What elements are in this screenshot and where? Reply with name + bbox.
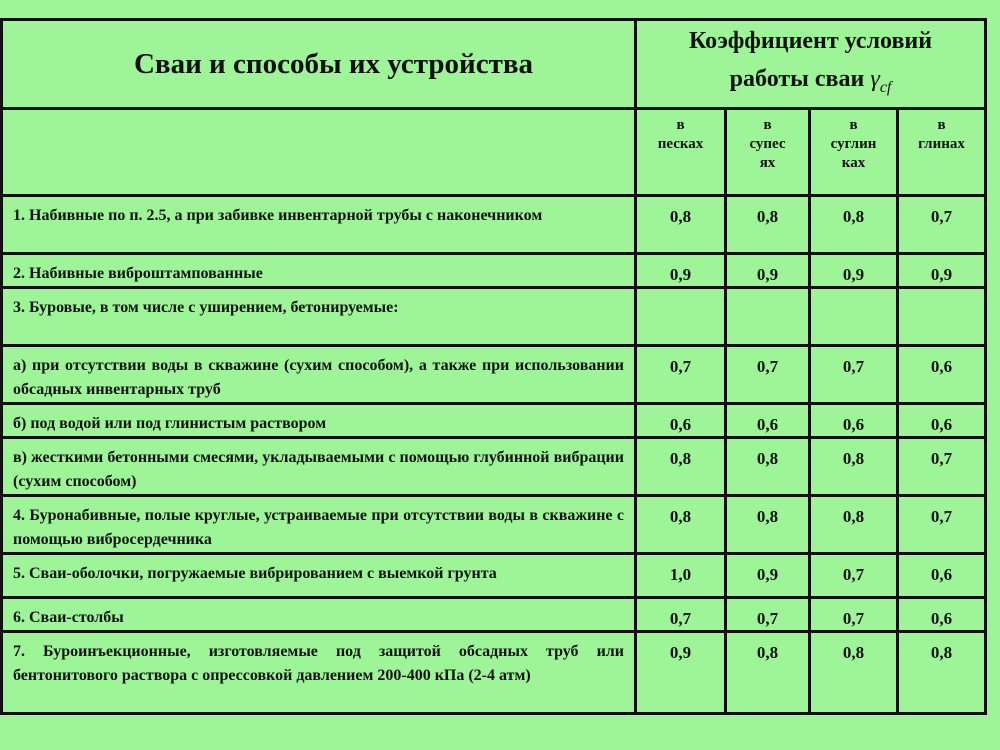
coefficient-value-cell [898, 288, 986, 346]
coefficient-value-cell: 0,9 [636, 254, 726, 288]
coefficient-value-cell: 0,7 [898, 496, 986, 554]
soil-column-header-text: в [763, 117, 772, 133]
pile-type-cell: а) при отсутствии воды в скважине (сухим способом), а также при использовании обсадных инвентарных труб [2, 346, 636, 404]
coefficient-value-cell: 0,6 [898, 554, 986, 598]
coefficient-value-cell: 0,9 [636, 632, 726, 714]
table-row [2, 554, 986, 598]
table-row [2, 196, 986, 254]
pile-type-cell: 3. Буровые, в том числе с уширением, бетонируемые: [2, 288, 636, 346]
pile-type-cell: б) под водой или под глинистым раствором [2, 404, 636, 438]
coefficient-value-cell: 0,8 [726, 496, 810, 554]
soil-column-header-text: ках [841, 155, 866, 171]
coefficient-value-cell: 0,6 [898, 598, 986, 632]
coefficient-value-cell: 0,8 [810, 438, 898, 496]
coefficient-header-line2: работы сваи [729, 65, 865, 92]
table-title: Сваи и способы их устройства [2, 20, 636, 109]
coefficient-value-cell: 0,9 [726, 254, 810, 288]
gamma-symbol: $\gamma_{cf}$ [870, 65, 892, 96]
pile-type-cell: 2. Набивные виброштампованные [2, 254, 636, 288]
coefficient-value-cell: 0,7 [898, 438, 986, 496]
pile-type-cell: в) жесткими бетонными смесями, укладываемыми с помощью глубинной вибрации (сухим способом) [2, 438, 636, 496]
coefficient-value-cell [726, 288, 810, 346]
soil-type-header-row [2, 109, 986, 196]
coefficient-value-cell: 0,6 [810, 404, 898, 438]
coefficient-value-cell: 0,8 [898, 632, 986, 714]
coefficient-value-cell: 0,7 [898, 196, 986, 254]
coefficient-value-cell: 0,7 [810, 346, 898, 404]
pile-type-cell: 4. Буронабивные, полые круглые, устраиваемые при отсутствии воды в скважине с помощью вибросердечника [2, 496, 636, 554]
table-row [2, 632, 986, 714]
soil-column-header-text: в [676, 117, 685, 133]
soil-column-header-text: суглин [830, 136, 877, 152]
soil-column-header-text: ях [759, 155, 776, 171]
coefficient-value-cell: 0,6 [636, 404, 726, 438]
soil-column-header [898, 109, 986, 196]
table-row [2, 346, 986, 404]
coefficient-header [636, 20, 986, 109]
coefficient-value-cell: 0,7 [810, 554, 898, 598]
coefficient-value-cell: 0,9 [898, 254, 986, 288]
coefficient-value-cell: 0,7 [636, 346, 726, 404]
table-row [2, 254, 986, 288]
coefficient-value-cell [636, 288, 726, 346]
soil-column-header [810, 109, 898, 196]
coefficient-value-cell: 0,8 [810, 496, 898, 554]
coefficient-value-cell: 0,8 [726, 196, 810, 254]
coefficient-value-cell: 1,0 [636, 554, 726, 598]
coefficient-value-cell: 0,8 [726, 632, 810, 714]
coefficient-value-cell: 0,6 [898, 404, 986, 438]
soil-column-header [726, 109, 810, 196]
soil-column-header-text: в [849, 117, 858, 133]
table-row [2, 496, 986, 554]
pile-type-cell: 6. Сваи-столбы [2, 598, 636, 632]
coefficient-value-cell: 0,7 [810, 598, 898, 632]
coefficient-value-cell: 0,9 [810, 254, 898, 288]
table-row [2, 404, 986, 438]
coefficient-value-cell: 0,7 [726, 598, 810, 632]
soil-column-header-text: в [937, 117, 946, 133]
pile-type-cell: 5. Сваи-оболочки, погружаемые вибрированием с выемкой грунта [2, 554, 636, 598]
header-row [2, 20, 986, 109]
pile-coefficient-table [0, 18, 987, 715]
coefficient-value-cell: 0,8 [636, 438, 726, 496]
pile-type-cell: 1. Набивные по п. 2.5, а при забивке инвентарной трубы с наконечником [2, 196, 636, 254]
coefficient-value-cell: 0,8 [810, 632, 898, 714]
table-row [2, 438, 986, 496]
coefficient-value-cell: 0,7 [726, 346, 810, 404]
coefficient-header-line1: Коэффициент условий [688, 27, 933, 54]
coefficient-value-cell: 0,8 [726, 438, 810, 496]
table-row [2, 598, 986, 632]
coefficient-value-cell: 0,6 [726, 404, 810, 438]
coefficient-value-cell [810, 288, 898, 346]
soil-column-header-text: песках [657, 136, 704, 152]
soil-column-header [636, 109, 726, 196]
coefficient-value-cell: 0,7 [636, 598, 726, 632]
coefficient-value-cell: 0,8 [810, 196, 898, 254]
blank-subheader-cell [2, 109, 636, 196]
table-row [2, 288, 986, 346]
soil-column-header-text: супес [749, 136, 786, 152]
coefficient-value-cell: 0,6 [898, 346, 986, 404]
soil-column-header-text: глинах [918, 136, 965, 152]
pile-type-cell: 7. Буроинъекционные, изготовляемые под защитой обсадных труб или бентонитового раствора с опрессовкой давлением 200-400 кПа (2-4 атм) [2, 632, 636, 714]
table-body [2, 196, 986, 714]
coefficient-value-cell: 0,8 [636, 496, 726, 554]
coefficient-value-cell: 0,9 [726, 554, 810, 598]
coefficient-value-cell: 0,8 [636, 196, 726, 254]
